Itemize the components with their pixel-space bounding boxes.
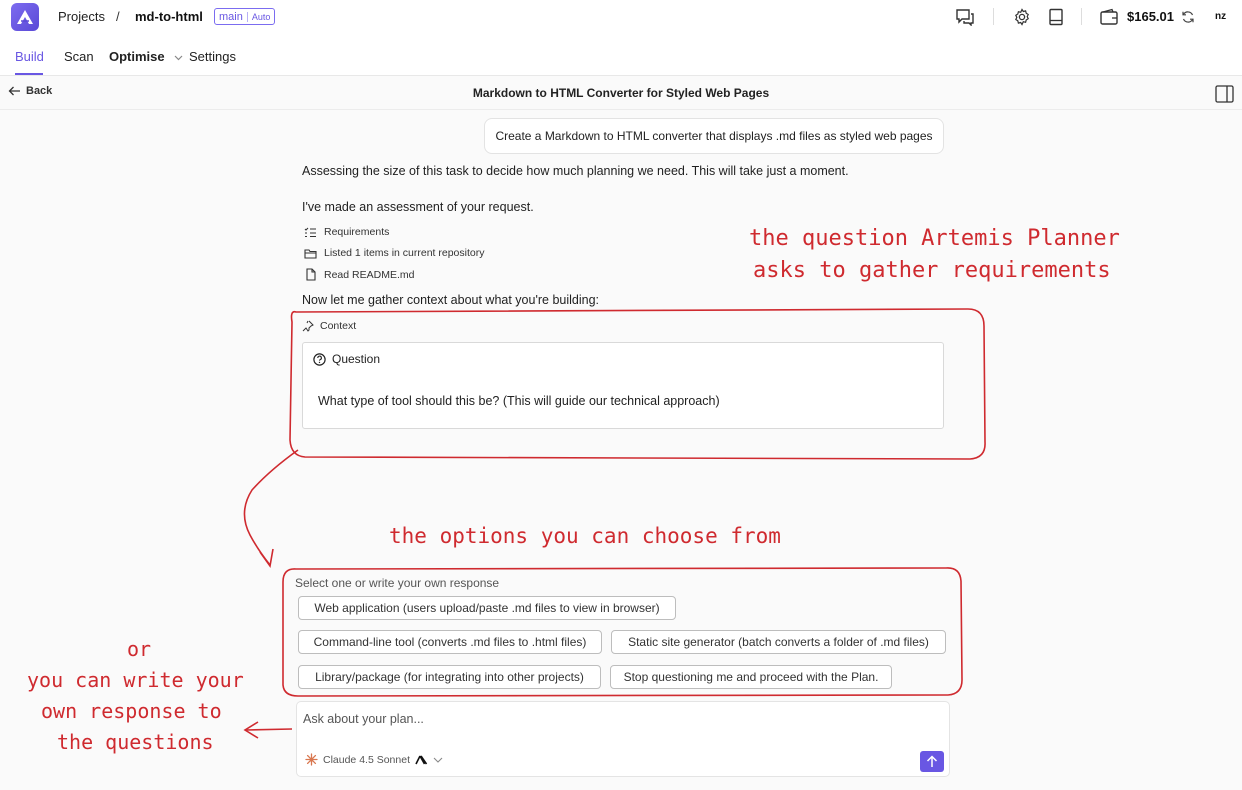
breadcrumb-repo[interactable]: md-to-html bbox=[135, 9, 203, 24]
tab-build[interactable]: Build bbox=[15, 49, 44, 64]
assistant-message-assessment: I've made an assessment of your request. bbox=[302, 200, 534, 214]
option-library-package[interactable]: Library/package (for integrating into other projects) bbox=[298, 665, 601, 689]
step-list-repo[interactable] bbox=[304, 247, 484, 259]
tab-optimise-label: Optimise bbox=[109, 49, 165, 64]
assistant-message-assessing: Assessing the size of this task to decide how much planning we need. This will take just a moment. bbox=[302, 164, 849, 178]
top-bar bbox=[0, 0, 1242, 34]
composer-input[interactable] bbox=[303, 712, 903, 726]
option-cli-tool[interactable]: Command-line tool (converts .md files to .html files) bbox=[298, 630, 602, 654]
annotation-write-line-1: or bbox=[127, 637, 152, 661]
message-composer bbox=[296, 701, 950, 777]
tab-scan[interactable]: Scan bbox=[64, 49, 94, 64]
annotation-write-line-2: you can write your bbox=[27, 668, 244, 692]
active-tab-indicator bbox=[15, 73, 43, 75]
user-message: Create a Markdown to HTML converter that displays .md files as styled web pages bbox=[484, 118, 944, 154]
list-icon bbox=[304, 227, 317, 238]
option-web-application[interactable]: Web application (users upload/paste .md files to view in browser) bbox=[298, 596, 676, 620]
nav-tabs bbox=[0, 34, 1242, 76]
claude-icon bbox=[305, 753, 318, 766]
option-static-site-generator[interactable]: Static site generator (batch converts a folder of .md files) bbox=[611, 630, 946, 654]
annotation-write-line-4: the questions bbox=[57, 730, 214, 754]
annotation-question-line-2: asks to gather requirements bbox=[753, 258, 1111, 283]
logo-icon bbox=[16, 9, 34, 25]
context-label-row bbox=[302, 320, 356, 332]
panel-toggle-icon[interactable] bbox=[1215, 85, 1234, 106]
gear-icon[interactable] bbox=[1011, 6, 1033, 28]
arrow-up-icon bbox=[926, 755, 938, 768]
annotation-arrow-composer bbox=[246, 729, 292, 730]
breadcrumb-projects[interactable]: Projects bbox=[58, 9, 105, 24]
chevron-down-icon bbox=[433, 757, 443, 763]
step-requirements[interactable] bbox=[304, 226, 389, 238]
annotation-write-line-3: own response to bbox=[41, 699, 222, 723]
model-name: Claude 4.5 Sonnet bbox=[323, 753, 410, 766]
options-label: Select one or write your own response bbox=[295, 576, 500, 590]
book-icon[interactable] bbox=[1045, 6, 1067, 28]
branch-mode: Auto bbox=[247, 12, 271, 22]
branch-badge[interactable] bbox=[214, 8, 275, 25]
refresh-icon[interactable] bbox=[1177, 6, 1199, 28]
step-label: Listed 1 items in current repository bbox=[324, 247, 485, 259]
annotation-options: the options you can choose from bbox=[389, 524, 781, 548]
annotation-arrowhead bbox=[260, 549, 273, 566]
tab-settings[interactable]: Settings bbox=[189, 49, 236, 64]
assistant-message-gather: Now let me gather context about what you're building: bbox=[302, 293, 600, 307]
chat-icon[interactable] bbox=[954, 6, 976, 28]
app-logo[interactable] bbox=[11, 3, 39, 31]
branch-name: main bbox=[219, 10, 243, 23]
option-proceed-plan[interactable]: Stop questioning me and proceed with the Plan. bbox=[610, 665, 892, 689]
back-label: Back bbox=[26, 85, 53, 97]
question-circle-icon bbox=[313, 353, 326, 366]
tab-optimise[interactable] bbox=[109, 49, 183, 64]
question-label: Question bbox=[332, 352, 381, 366]
wallet-icon[interactable] bbox=[1098, 6, 1120, 28]
page-header bbox=[0, 76, 1242, 110]
folder-icon bbox=[304, 248, 317, 259]
file-icon bbox=[304, 268, 317, 281]
question-text: What type of tool should this be? (This will guide our technical approach) bbox=[318, 394, 720, 408]
topbar-divider bbox=[993, 8, 994, 25]
pin-icon bbox=[302, 320, 314, 332]
step-read-readme[interactable] bbox=[304, 268, 414, 281]
artemis-logo-icon bbox=[415, 755, 428, 765]
step-label: Read README.md bbox=[324, 268, 415, 281]
context-label: Context bbox=[320, 320, 357, 332]
breadcrumb-separator: / bbox=[116, 9, 120, 24]
user-avatar[interactable]: nz bbox=[1215, 11, 1227, 22]
credits-balance: $165.01 bbox=[1127, 9, 1174, 24]
model-selector[interactable] bbox=[305, 753, 443, 766]
annotation-arrowhead bbox=[245, 722, 258, 738]
page-title: Markdown to HTML Converter for Styled Web Pages bbox=[472, 86, 770, 100]
step-label: Requirements bbox=[324, 226, 390, 238]
send-button[interactable] bbox=[920, 751, 944, 772]
question-card bbox=[302, 342, 944, 429]
annotation-connector-curve bbox=[244, 450, 298, 565]
annotation-question-line-1: the question Artemis Planner bbox=[749, 226, 1120, 251]
chevron-down-icon bbox=[174, 55, 183, 61]
topbar-divider bbox=[1081, 8, 1082, 25]
question-header bbox=[313, 352, 380, 366]
